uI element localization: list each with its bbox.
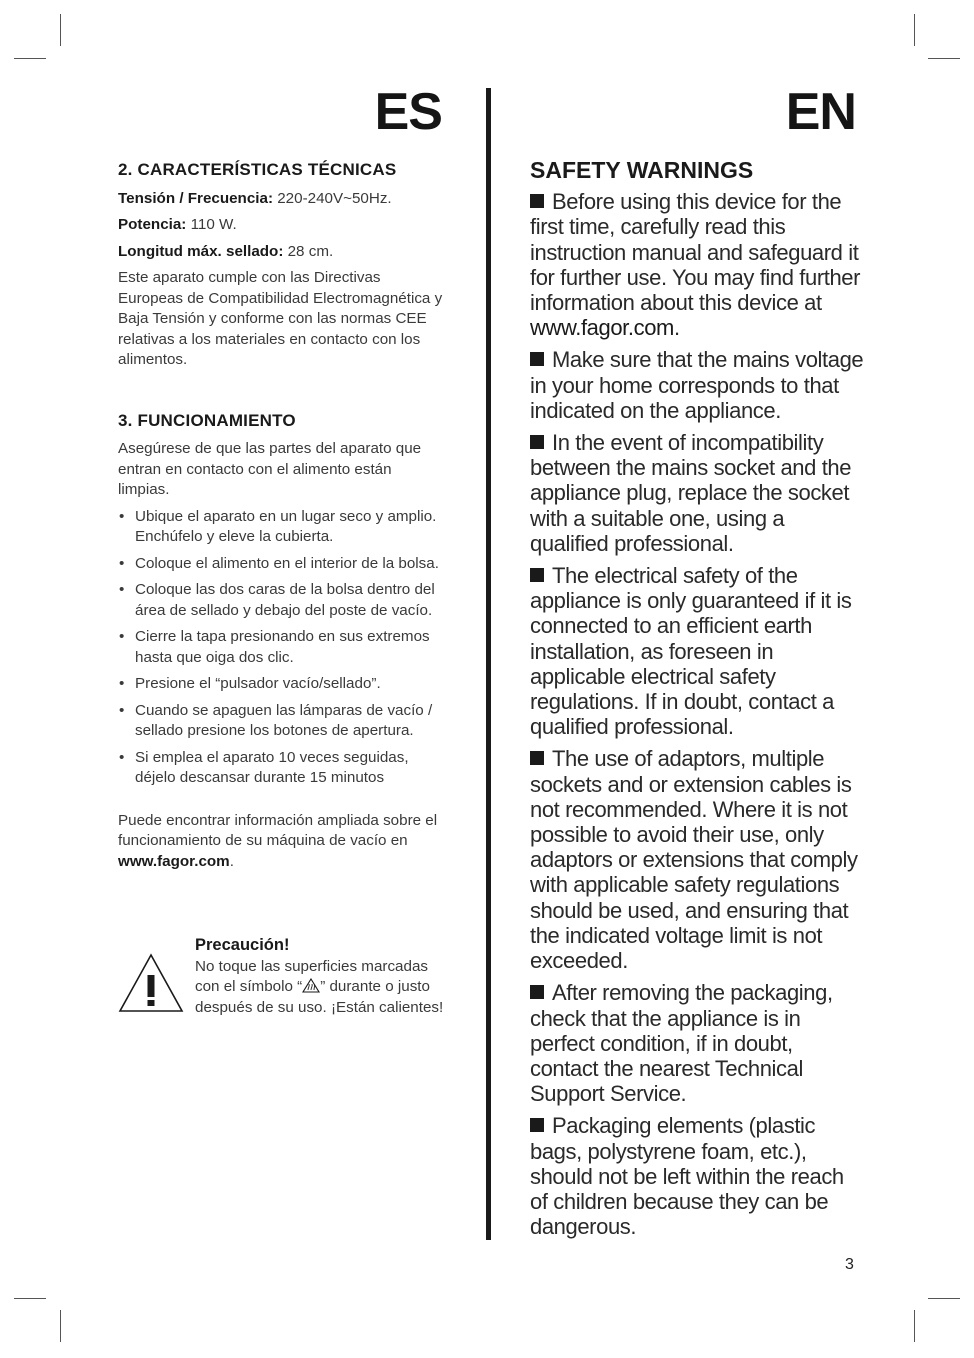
crop-mark: [914, 1310, 915, 1342]
crop-mark: [14, 58, 46, 59]
warning-triangle-icon: [118, 953, 184, 1013]
list-item: • Ubique el aparato en un lugar seco y amplio. Enchúfelo y eleve la cubierta.: [118, 507, 446, 548]
spec-label: Tensión / Frecuencia:: [118, 189, 274, 207]
list-item: • Cuando se apaguen las lámparas de vacío / sellado presione los botones de apertura.: [118, 701, 446, 742]
hot-surface-icon: [302, 978, 320, 993]
warning-end: .: [673, 315, 680, 341]
warning-text: The electrical safety of the appliance is only guaranteed if it is connected to an efficient earth installation, as foreseen in applicable electrical safety regulations. If in doubt, contact a qualified professional.: [530, 563, 852, 740]
square-bullet-icon: [530, 194, 544, 208]
list-item: • Cierre la tapa presionando en sus extremos hasta que oiga dos clic.: [118, 627, 446, 668]
english-column: [530, 158, 865, 1246]
more-info-end: .: [229, 852, 234, 870]
spec-value: 110 W.: [186, 216, 237, 233]
list-item: • Coloque el alimento en el interior de la bolsa.: [118, 554, 446, 575]
warning-item: [530, 563, 865, 739]
warning-item: [530, 1113, 865, 1239]
page-number: 3: [845, 1256, 854, 1273]
list-item: • Presione el “pulsador vacío/sellado”.: [118, 674, 446, 695]
crop-mark: [60, 14, 61, 46]
crop-mark: [914, 14, 915, 46]
square-bullet-icon: [530, 751, 544, 765]
spanish-column: [118, 160, 446, 878]
square-bullet-icon: [530, 435, 544, 449]
language-header-es: ES: [374, 83, 442, 141]
warning-item: [530, 347, 865, 423]
more-info-body: Puede encontrar información ampliada sobre el funcionamiento de su máquina de vacío en: [118, 811, 438, 849]
crop-mark: [928, 58, 960, 59]
warning-item: [530, 746, 865, 973]
spec-voltage: [118, 189, 446, 210]
column-divider: [486, 88, 491, 1240]
crop-mark: [928, 1298, 960, 1299]
spec-label: Potencia:: [118, 216, 187, 233]
operation-intro: Asegúrese de que las partes del aparato que entran en contacto con el alimento están limpias.: [118, 440, 422, 498]
caution-box: [118, 935, 448, 1045]
list-item: • Coloque las dos caras de la bolsa dentro del área de sellado y debajo del poste de vacío.: [118, 580, 446, 621]
crop-mark: [14, 1298, 46, 1299]
warning-text: Before using this device for the first time, carefully read this instruction manual and safeguard it for further use. You may find further information about this device at: [530, 189, 861, 316]
website-link[interactable]: www.fagor.com: [530, 315, 674, 341]
spec-seal-length: [118, 242, 446, 263]
warning-text: In the event of incompatibility between the mains socket and the appliance plug, replace the socket with a suitable one, using a qualified professional.: [530, 430, 852, 556]
caution-body-end: ” durante o justo después de su uso. ¡Están calientes!: [195, 978, 444, 1016]
section-title-technical: 2. CARACTERÍSTICAS TÉCNICAS: [118, 160, 397, 179]
square-bullet-icon: [530, 1118, 544, 1132]
more-info-text: [118, 811, 446, 873]
caution-text: [195, 935, 448, 1018]
language-header-en: EN: [785, 83, 856, 141]
warning-item: [530, 980, 865, 1106]
warning-item: [530, 430, 865, 556]
section-title-operation: 3. FUNCIONAMIENTO: [118, 410, 296, 430]
website-link[interactable]: www.fagor.com: [118, 852, 230, 870]
operation-steps: [118, 507, 446, 789]
warning-text: After removing the packaging, check that the appliance is in perfect condition, if in doubt, contact the nearest Technical Support Service.: [530, 980, 833, 1107]
square-bullet-icon: [530, 985, 544, 999]
spec-power: [118, 215, 446, 236]
crop-mark: [60, 1310, 61, 1342]
square-bullet-icon: [530, 568, 544, 582]
compliance-text: Este aparato cumple con las Directivas Europeas de Compatibilidad Electromagnética y Baja Tensión y conforme con las normas CEE relativas a los materiales en contacto con los alimentos.: [118, 269, 443, 368]
spec-value: 28 cm.: [283, 242, 334, 260]
caution-title: Precaución!: [195, 936, 290, 954]
square-bullet-icon: [530, 352, 544, 366]
warning-text: Make sure that the mains voltage in your home corresponds to that indicated on the appliance.: [530, 347, 864, 423]
warning-text: The use of adaptors, multiple sockets and or extension cables is not recommended. Where it is not possible to avoid their use, only adaptors or extensions that comply with applicable safety regulations should be used, and ensuring that the indicated voltage limit is not exceeded.: [530, 746, 858, 974]
warning-item: [530, 189, 865, 340]
caution-body-start: No toque las superficies marcadas con el símbolo “: [195, 957, 428, 995]
spec-label: Longitud máx. sellado:: [118, 242, 284, 260]
list-item: • Si emplea el aparato 10 veces seguidas, déjelo descansar durante 15 minutos: [118, 748, 446, 789]
warning-text: Packaging elements (plastic bags, polystyrene foam, etc.), should not be left within the reach of children because they can be dangerous.: [530, 1113, 844, 1240]
safety-warnings-title: SAFETY WARNINGS: [530, 157, 754, 183]
spec-value: 220-240V~50Hz.: [273, 189, 392, 207]
